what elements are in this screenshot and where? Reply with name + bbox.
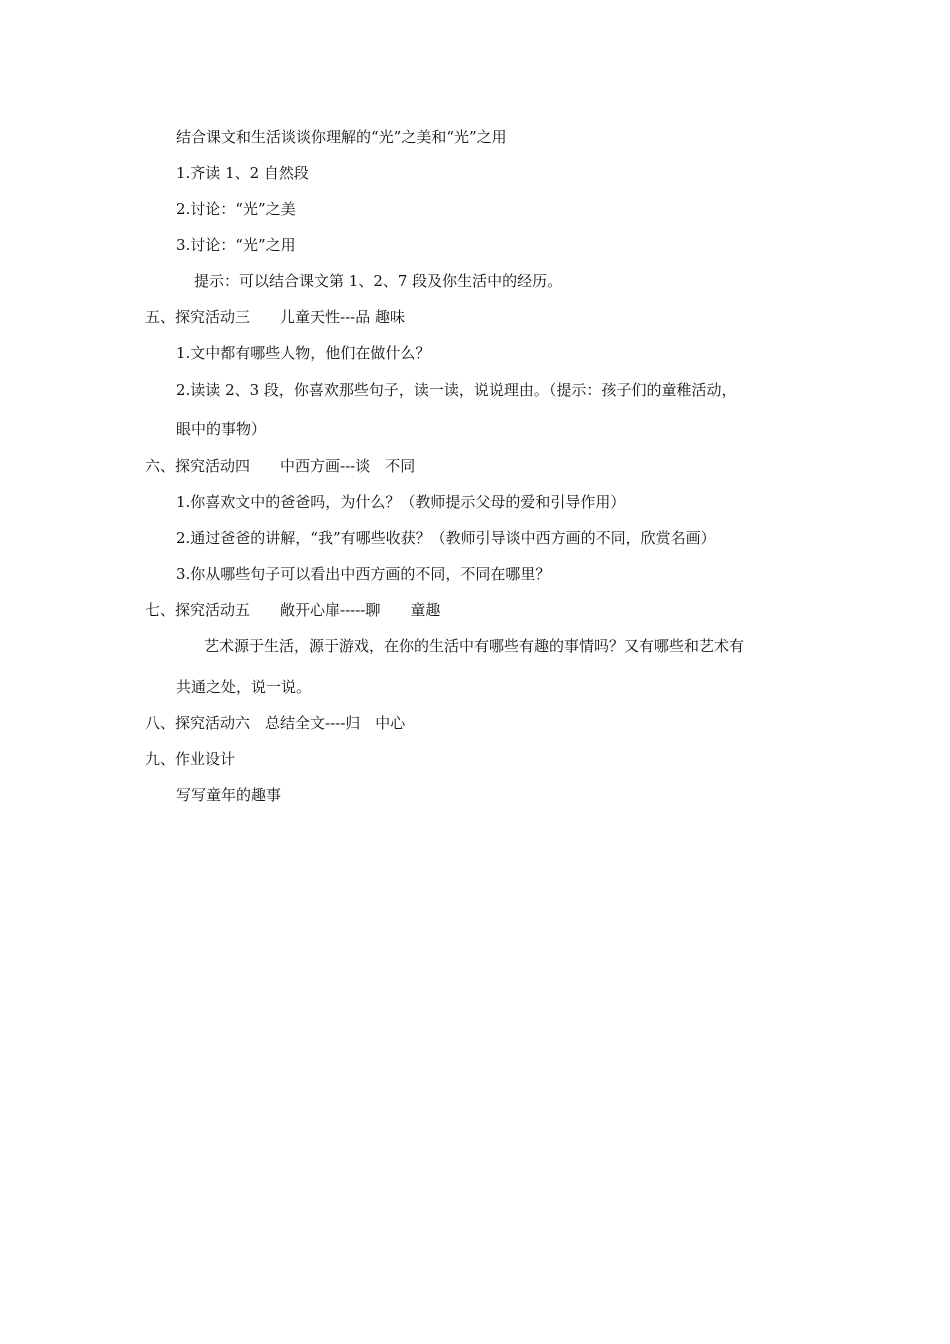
section-6-heading: 六、探究活动四 中西方画---谈 不同	[145, 457, 416, 475]
section-7-paragraph-cont: 共通之处，说一说。	[176, 678, 312, 696]
step-3-line: 3.讨论：“光”之用	[176, 236, 296, 254]
hint-line: 提示：可以结合课文第 1、2、7 段及你生活中的经历。	[194, 272, 563, 290]
section-5-item-2-cont: 眼中的事物）	[176, 420, 267, 438]
section-6-item-1: 1.你喜欢文中的爸爸吗，为什么？（教师提示父母的爱和引导作用）	[176, 493, 626, 511]
section-6-item-2: 2.通过爸爸的讲解，“我”有哪些收获？（教师引导谈中西方画的不同，欣赏名画）	[176, 529, 716, 547]
homework-line: 写写童年的趣事	[176, 786, 282, 804]
section-7-heading: 七、探究活动五 敞开心扉-----聊 童趣	[145, 601, 441, 619]
step-1-line: 1.齐读 1、2 自然段	[176, 164, 309, 182]
intro-line: 结合课文和生活谈谈你理解的“光”之美和“光”之用	[176, 128, 507, 146]
section-5-item-2: 2.读读 2、3 段，你喜欢那些句子，读一读，说说理由。（提示：孩子们的童稚活动，	[176, 381, 737, 399]
step-2-line: 2.讨论：“光”之美	[176, 200, 296, 218]
section-5-item-1: 1.文中都有哪些人物，他们在做什么？	[176, 344, 431, 362]
section-8-heading: 八、探究活动六 总结全文----归 中心	[145, 714, 406, 732]
section-9-heading: 九、作业设计	[145, 750, 236, 768]
section-7-paragraph: 艺术源于生活，源于游戏，在你的生活中有哪些有趣的事情吗？又有哪些和艺术有	[204, 637, 745, 655]
section-5-heading: 五、探究活动三 儿童天性---品 趣味	[145, 308, 405, 326]
section-6-item-3: 3.你从哪些句子可以看出中西方画的不同，不同在哪里？	[176, 565, 551, 583]
